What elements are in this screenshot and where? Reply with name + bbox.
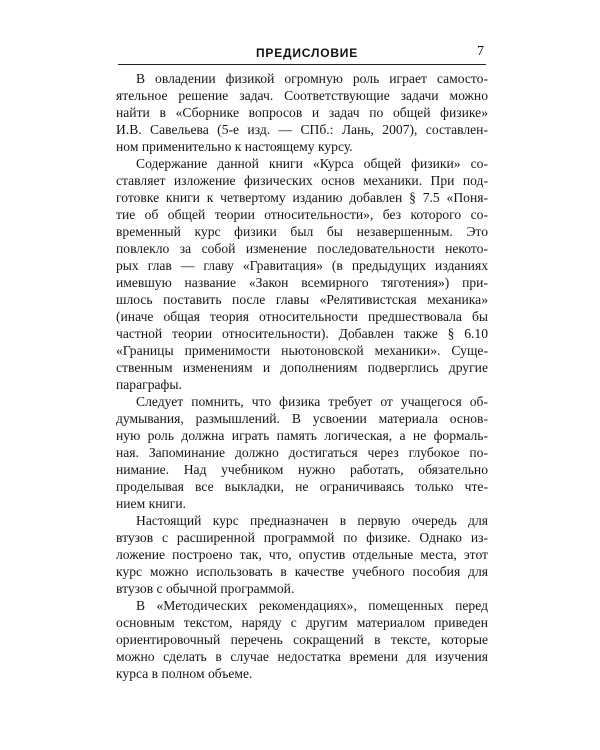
text-line: Следует помнить, что физика требует от учащегося об-: [136, 394, 488, 409]
text-line: шлось поставить после главы «Релятивистская механика»: [116, 292, 488, 307]
text-line: И.В. Савельева (5-е изд. — СПб.: Лань, 2007), составлен-: [116, 122, 488, 137]
running-header: [118, 44, 486, 64]
text-line: имевшую название «Закон всемирного тяготения») при-: [116, 275, 488, 290]
text-line: В овладении физикой огромную роль играет самосто-: [136, 71, 488, 86]
text-line: ная. Запоминание должно достигаться через глубокое по-: [116, 445, 488, 460]
text-line: готовке книги к четвертому изданию добавлен § 7.5 «Поня-: [116, 190, 488, 205]
text-line: ном применительно к настоящему курсу.: [116, 139, 353, 154]
paragraph-1: [116, 70, 488, 155]
text-line: «Границы применимости ньютоновской механики». Суще-: [116, 343, 488, 358]
text-line: втузов с расширенной программой по физике. Однако из-: [116, 530, 488, 545]
text-line: проделывая все выкладки, не ограничиваясь только чте-: [116, 479, 488, 494]
text-line: втузов с обычной программой.: [116, 581, 295, 596]
text-line: можно сделать в случае недостатка времени для изучения: [116, 649, 488, 664]
text-line: (иначе общая теория относительности предшествовала бы: [116, 309, 488, 324]
text-line: параграфы.: [116, 377, 182, 392]
text-line: курса в полном объеме.: [116, 666, 253, 681]
text-line: основным текстом, наряду с другим материалом приведен: [116, 615, 488, 630]
text-line: рых глав — главу «Гравитация» (в предыдущих изданиях: [116, 258, 488, 273]
text-line: Настоящий курс предназначен в первую очередь для: [136, 513, 488, 528]
text-line: ственным изменениям и дополнениям подверглись другие: [116, 360, 488, 375]
paragraph-2: [116, 155, 488, 393]
text-line: повлекло за собой изменение последовательности некото-: [116, 241, 488, 256]
text-line: ложение построено так, что, опустив отдельные места, этот: [116, 547, 488, 562]
paragraph-5: [116, 597, 488, 682]
text-line: частной теории относительности). Добавлен также § 6.10: [116, 326, 488, 341]
paragraph-3: [116, 393, 488, 512]
text-line: ную роль должна играть память логическая, а не формаль-: [116, 428, 488, 443]
text-line: временный курс физики был бы незавершенным. Это: [116, 224, 488, 239]
header-divider: [118, 64, 486, 65]
page-title: ПРЕДИСЛОВИЕ: [256, 46, 359, 60]
text-line: курс можно использовать в качестве учебного пособия для: [116, 564, 488, 579]
text-line: тие об общей теории относительности», без которого со-: [116, 207, 488, 222]
text-line: В «Методических рекомендациях», помещенных перед: [136, 598, 488, 613]
text-line: ориентировочный перечень сокращений в тексте, которые: [116, 632, 488, 647]
body-text: [116, 70, 488, 682]
text-line: ставляет изложение физических основ механики. При под-: [116, 173, 488, 188]
paragraph-4: [116, 512, 488, 597]
text-line: ятельное решение задач. Соответствующие задачи можно: [116, 88, 488, 103]
page-number: 7: [477, 44, 484, 59]
text-line: нимание. Над учебником нужно работать, обязательно: [116, 462, 488, 477]
text-line: Содержание данной книги «Курса общей физики» со-: [136, 156, 488, 171]
text-line: нием книги.: [116, 496, 186, 511]
text-line: думывания, размышлений. В усвоении материала основ-: [116, 411, 488, 426]
text-line: найти в «Сборнике вопросов и задач по общей физике»: [116, 105, 488, 120]
